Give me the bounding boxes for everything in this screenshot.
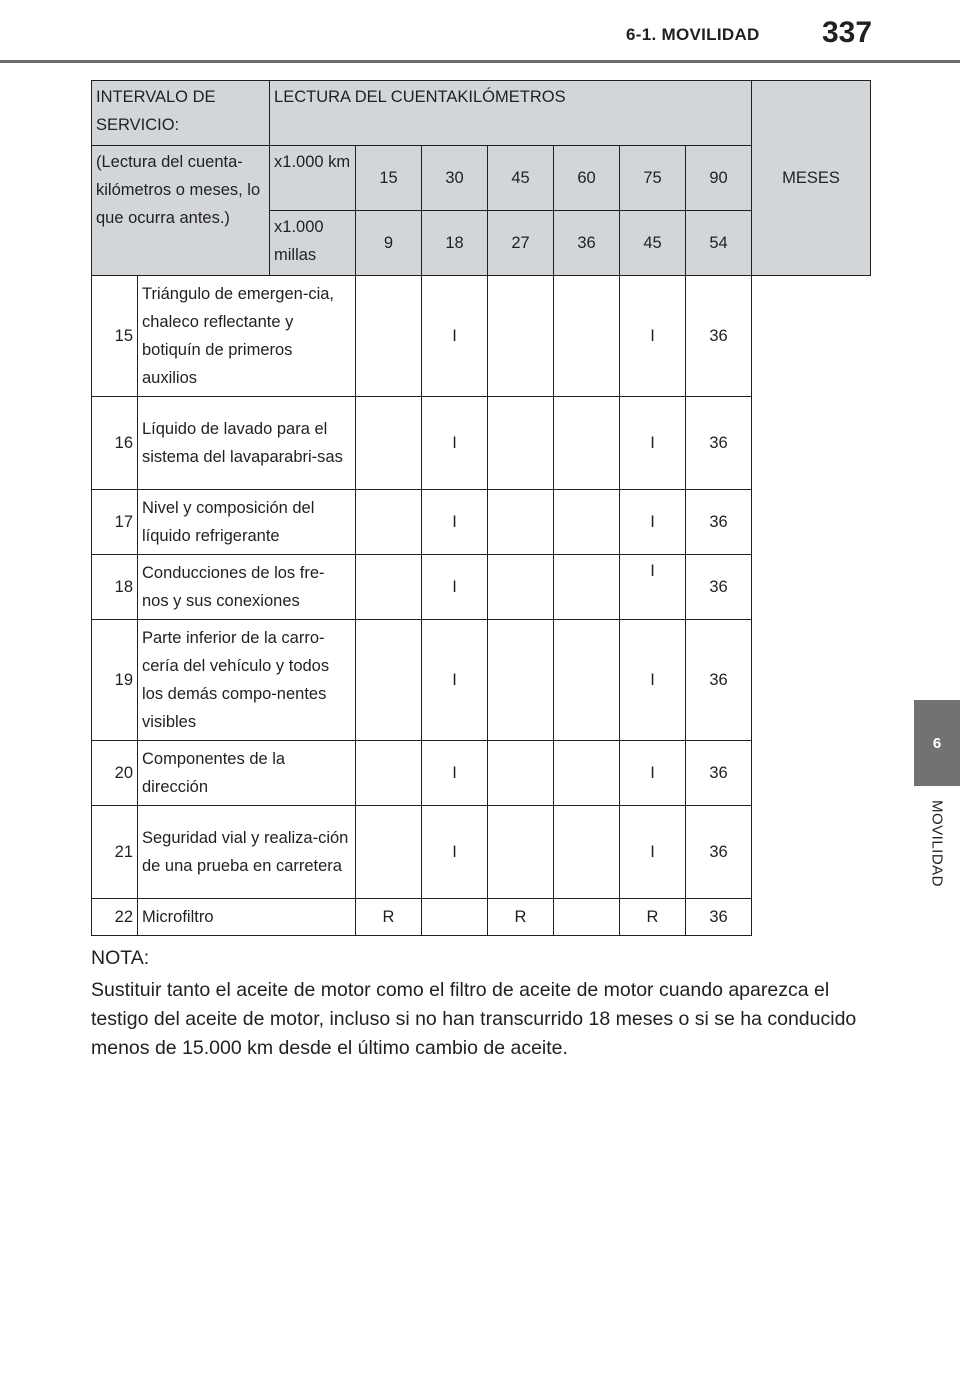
row-number: 20	[92, 741, 138, 806]
check-cell	[554, 276, 620, 397]
check-cell	[356, 490, 422, 555]
check-cell	[554, 899, 620, 936]
mile-value: 27	[488, 211, 554, 276]
row-item: Seguridad vial y realiza-ción de una prueba en carretera	[138, 806, 356, 899]
check-cell: I	[422, 276, 488, 397]
row-number: 18	[92, 555, 138, 620]
table-header-row	[92, 81, 871, 146]
check-cell: I	[620, 741, 686, 806]
maintenance-table	[91, 80, 871, 936]
mile-value: 18	[422, 211, 488, 276]
months-cell: 36	[686, 620, 752, 741]
row-item: Conducciones de los fre-nos y sus conexiones	[138, 555, 356, 620]
check-cell	[488, 741, 554, 806]
row-item: Líquido de lavado para el sistema del lavaparabri-sas	[138, 397, 356, 490]
chapter-number: 6	[932, 734, 942, 752]
table-row	[92, 806, 871, 899]
check-cell	[356, 741, 422, 806]
table-row	[92, 741, 871, 806]
months-cell: 36	[686, 741, 752, 806]
months-cell: 36	[686, 397, 752, 490]
check-cell	[554, 620, 620, 741]
km-value: 75	[620, 146, 686, 211]
check-cell	[554, 397, 620, 490]
row-number: 21	[92, 806, 138, 899]
check-cell: I	[620, 555, 686, 620]
check-cell: R	[620, 899, 686, 936]
check-cell: I	[620, 620, 686, 741]
check-cell	[488, 806, 554, 899]
chapter-label-text: MOVILIDAD	[928, 800, 946, 888]
check-cell	[356, 555, 422, 620]
check-cell	[488, 490, 554, 555]
check-cell	[356, 276, 422, 397]
check-cell	[422, 899, 488, 936]
row-number: 15	[92, 276, 138, 397]
check-cell	[488, 276, 554, 397]
mile-value: 36	[554, 211, 620, 276]
check-cell: I	[422, 555, 488, 620]
check-cell	[554, 741, 620, 806]
check-cell	[356, 620, 422, 741]
check-cell: I	[422, 397, 488, 490]
row-item: Nivel y composición del líquido refrigerante	[138, 490, 356, 555]
months-cell: 36	[686, 806, 752, 899]
check-cell	[488, 555, 554, 620]
km-value: 30	[422, 146, 488, 211]
header-rule	[0, 60, 960, 63]
check-cell: I	[620, 276, 686, 397]
check-cell: R	[356, 899, 422, 936]
months-cell: 36	[686, 899, 752, 936]
check-cell	[554, 806, 620, 899]
chapter-tab[interactable]	[914, 700, 960, 786]
page-header	[0, 0, 960, 64]
odometer-label: LECTURA DEL CUENTAKILÓMETROS	[270, 81, 752, 146]
row-number: 16	[92, 397, 138, 490]
check-cell	[488, 397, 554, 490]
row-number: 22	[92, 899, 138, 936]
mile-value: 45	[620, 211, 686, 276]
table-row	[92, 899, 871, 936]
km-value: 45	[488, 146, 554, 211]
note-text: Sustituir tanto el aceite de motor como el filtro de aceite de motor cuando aparezca el testigo del aceite de motor, incluso si no han transcurrido 18 meses o si se ha conducido menos de 15.000 km desde el último cambio de aceite.	[91, 979, 857, 1059]
condition-text: (Lectura del cuenta-kilómetros o meses, lo que ocurra antes.)	[92, 146, 270, 276]
check-cell	[554, 555, 620, 620]
check-cell: I	[422, 741, 488, 806]
check-cell	[356, 397, 422, 490]
page-number: 337	[822, 16, 873, 49]
note-label: NOTA:	[91, 947, 150, 969]
row-item: Componentes de la dirección	[138, 741, 356, 806]
check-cell: I	[422, 490, 488, 555]
check-cell	[356, 806, 422, 899]
km-value: 60	[554, 146, 620, 211]
check-cell: R	[488, 899, 554, 936]
row-number: 17	[92, 490, 138, 555]
miles-unit: x1.000 millas	[270, 211, 356, 276]
check-cell: I	[620, 397, 686, 490]
table-row	[92, 555, 871, 620]
row-item: Triángulo de emergen-cia, chaleco reflectante y botiquín de primeros auxilios	[138, 276, 356, 397]
check-cell	[488, 620, 554, 741]
months-cell: 36	[686, 276, 752, 397]
row-item: Microfiltro	[138, 899, 356, 936]
table-row	[92, 397, 871, 490]
months-cell: 36	[686, 490, 752, 555]
months-label: MESES	[752, 81, 871, 276]
check-cell: I	[422, 620, 488, 741]
km-unit: x1.000 km	[270, 146, 356, 211]
km-value: 15	[356, 146, 422, 211]
section-title: 6-1. MOVILIDAD	[626, 25, 760, 44]
row-item: Parte inferior de la carro-cería del vehículo y todos los demás compo-nentes visibles	[138, 620, 356, 741]
mile-value: 9	[356, 211, 422, 276]
interval-label: INTERVALO DE SERVICIO:	[92, 81, 270, 146]
table-row	[92, 276, 871, 397]
chapter-label	[914, 800, 960, 915]
months-cell: 36	[686, 555, 752, 620]
check-cell: I	[620, 490, 686, 555]
check-cell	[554, 490, 620, 555]
table-row	[92, 490, 871, 555]
mile-value: 54	[686, 211, 752, 276]
table-row	[92, 620, 871, 741]
km-value: 90	[686, 146, 752, 211]
check-cell: I	[620, 806, 686, 899]
row-number: 19	[92, 620, 138, 741]
check-cell: I	[422, 806, 488, 899]
